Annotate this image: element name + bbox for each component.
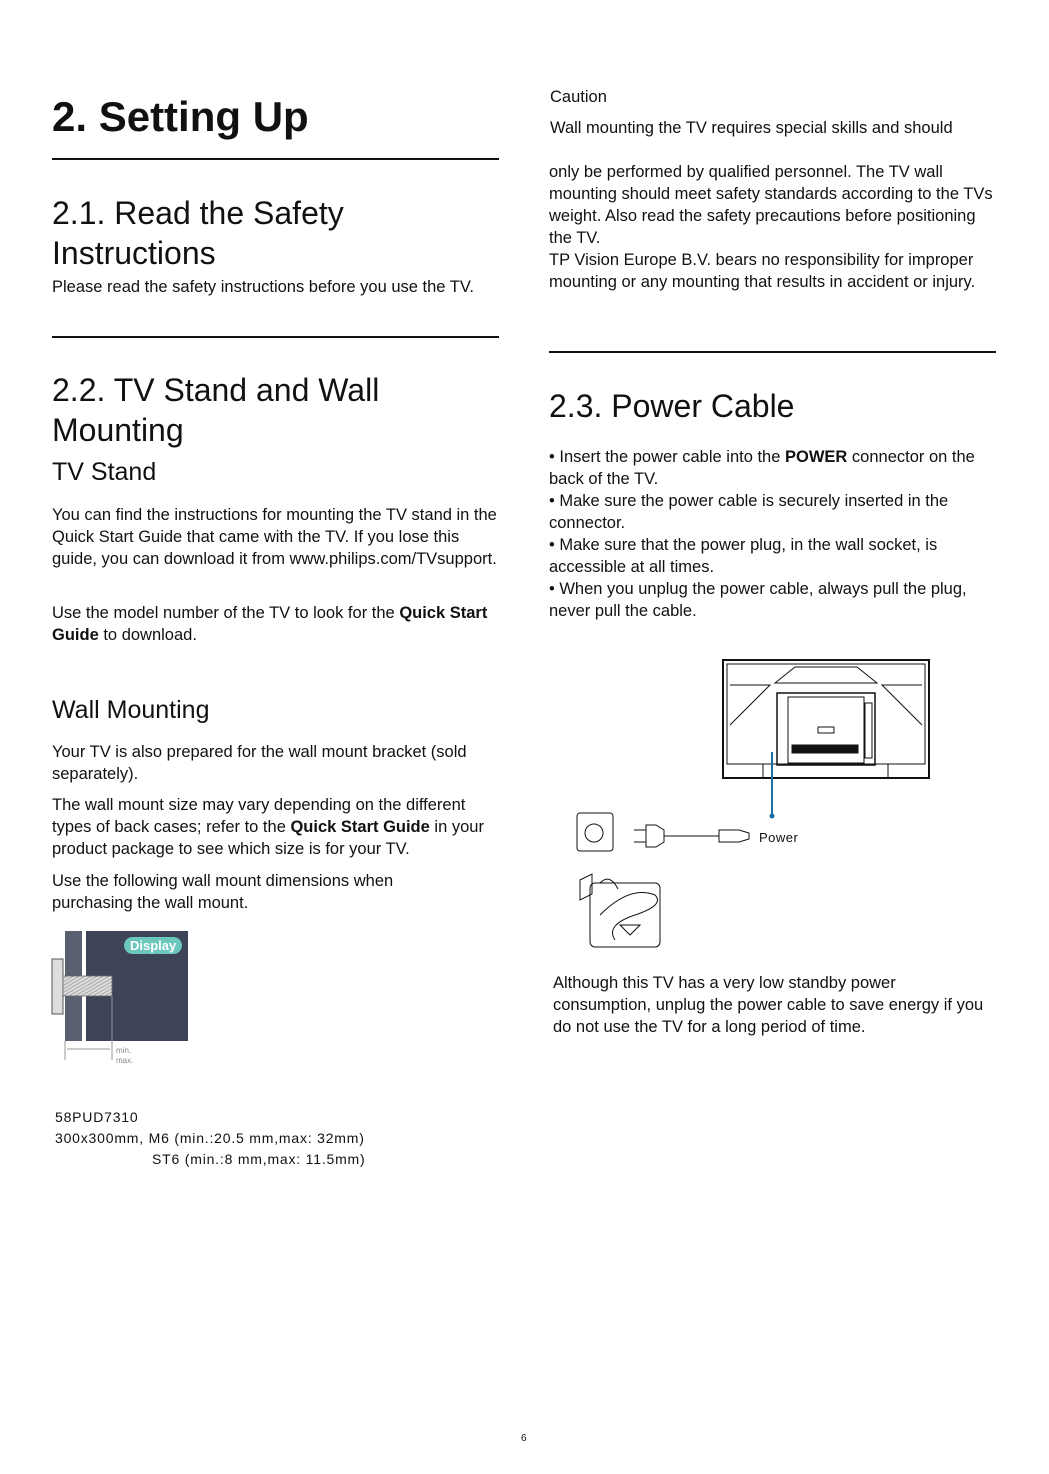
wall-text-2 (52, 794, 502, 860)
caution-text-1: Wall mounting the TV requires special skills and should (550, 119, 953, 137)
wall-mounting-heading: Wall Mounting (52, 696, 210, 724)
standby-note: Although this TV has a very low standby power consumption, unplug the power cable to save energy if you do not use the TV for a long period of time. (553, 974, 984, 1036)
power-label: Power (759, 830, 799, 845)
text: to download. (98, 626, 197, 644)
model-number: 58PUD7310 (55, 1109, 139, 1125)
divider (52, 158, 499, 160)
text: • Insert the power cable into the (549, 448, 785, 466)
tv-back-power-icon (570, 655, 940, 955)
bold-text: POWER (785, 448, 848, 466)
min-label: min. (116, 1046, 132, 1055)
display-badge: Display (124, 937, 182, 954)
text: Use the model number of the TV to look for the (52, 604, 400, 622)
bold-text: Quick Start Guide (290, 818, 430, 836)
text: in your product package to see which size is for your TV. (52, 818, 484, 858)
text: connector on the back of the TV. (549, 448, 975, 488)
power-bullet-4: • When you unplug the power cable, always pull the plug, never pull the cable. (549, 580, 967, 620)
page-number: 6 (521, 1433, 527, 1444)
wall-text-3: Use the following wall mount dimensions when purchasing the wall mount. (52, 872, 394, 912)
power-bullet-2: • Make sure the power cable is securely inserted in the connector. (549, 492, 949, 532)
section-heading-2-3: 2.3. Power Cable (549, 388, 795, 424)
max-label: max. (116, 1056, 134, 1065)
power-bullet-1 (549, 446, 1001, 490)
page-title: 2. Setting Up (52, 93, 309, 140)
bold-text: Quick Start Guide (52, 604, 488, 644)
tv-stand-text: You can find the instructions for mounting the TV stand in the Quick Start Guide that came with the TV. If you lose this guide, you can download it from www.philips.com/TVsupport. (52, 506, 497, 568)
section-heading-2-1: 2.1. Read the Safety Instructions (52, 195, 344, 271)
tv-stand-text-2 (52, 602, 492, 646)
caution-heading: Caution (550, 88, 607, 106)
section-heading-2-2: 2.2. TV Stand and Wall Mounting (52, 372, 380, 448)
text: The wall mount size may vary depending on the different types of back cases; refer to the (52, 796, 466, 836)
min-max-label (116, 1046, 133, 1066)
safety-text: Please read the safety instructions before you use the TV. (52, 278, 474, 296)
tv-stand-heading: TV Stand (52, 458, 157, 486)
wall-text-1: Your TV is also prepared for the wall mount bracket (sold separately). (52, 743, 467, 783)
caution-text-3: TP Vision Europe B.V. bears no responsibility for improper mounting or any mounting that results in accident or injury. (549, 251, 976, 291)
mount-spec-2: ST6 (min.:8 mm,max: 11.5mm) (152, 1151, 366, 1167)
power-cable-diagram (570, 655, 940, 955)
mount-spec-1: 300x300mm, M6 (min.:20.5 mm,max: 32mm) (55, 1130, 365, 1146)
caution-text-2: only be performed by qualified personnel. The TV wall mounting should meet safety standards according to the TVs weight. Also read the safety precautions before positioning the TV. (549, 163, 993, 247)
power-bullet-3: • Make sure that the power plug, in the wall socket, is accessible at all times. (549, 536, 938, 576)
divider (52, 336, 499, 338)
divider (549, 351, 996, 353)
wall-mount-diagram (48, 928, 198, 1068)
